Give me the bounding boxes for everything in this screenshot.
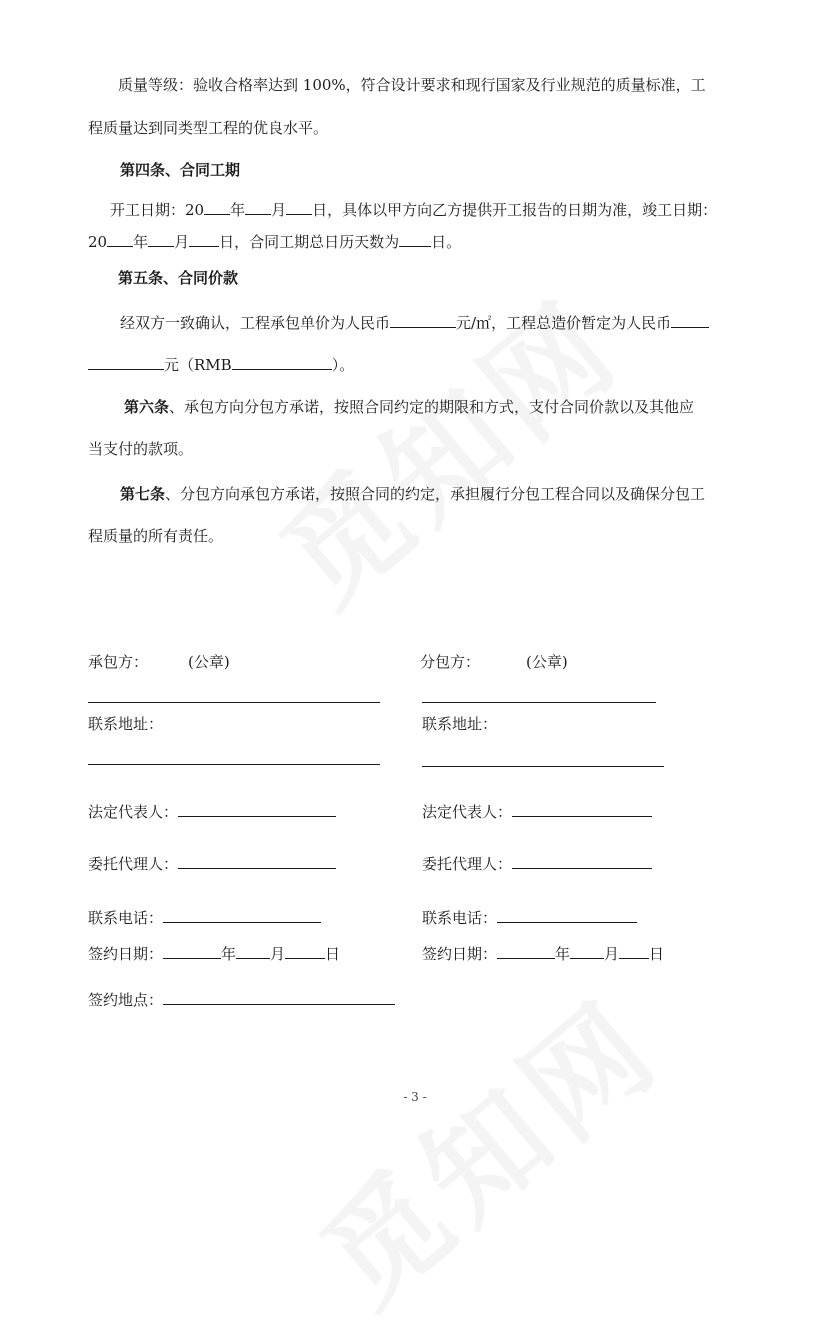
contractor-date [88, 942, 340, 964]
duration-text: 日，合同工期总日历天数为 [219, 233, 400, 251]
end-day-blank[interactable] [189, 230, 219, 247]
article-5-line-1 [120, 311, 709, 333]
total-price-blank-1[interactable] [671, 311, 709, 328]
agent-label: 委托代理人： [88, 855, 179, 873]
day-label: 日 [325, 945, 341, 963]
end-month-blank[interactable] [148, 230, 174, 247]
subcontractor-agent [422, 852, 652, 874]
end-date-prefix: 20 [88, 233, 108, 251]
start-year-blank[interactable] [204, 198, 230, 215]
contractor-phone-blank[interactable] [163, 906, 321, 923]
month-label: 月 [271, 201, 287, 219]
phone-label: 联系电话： [422, 909, 498, 927]
contractor-month-blank[interactable] [236, 942, 270, 959]
contractor-label: 承包方： [88, 653, 149, 671]
signing-place [88, 988, 395, 1010]
month-label: 月 [270, 945, 286, 963]
month-label: 月 [174, 233, 190, 251]
year-label: 年 [555, 945, 571, 963]
contractor-agent-blank[interactable] [178, 852, 336, 869]
start-date-label: 开工日期：20 [110, 201, 205, 219]
signing-place-blank[interactable] [163, 988, 395, 1005]
article-6-line-1 [124, 397, 694, 417]
legal-rep-label: 法定代表人： [88, 803, 179, 821]
article-4-text: 日，具体以甲方向乙方提供开工报告的日期为准，竣工日期： [312, 201, 718, 219]
subcontractor-date [422, 942, 664, 964]
subcontractor-agent-blank[interactable] [512, 852, 652, 869]
article-5-title: 第五条、合同价款 [118, 269, 239, 287]
contractor-line[interactable] [88, 702, 380, 703]
article-6-text: 、承包方向分包方承诺，按照合同约定的期限和方式，支付合同价款以及其他应 [169, 398, 695, 416]
phone-label: 联系电话： [88, 909, 164, 927]
year-label: 年 [230, 201, 246, 219]
end-year-blank[interactable] [107, 230, 133, 247]
total-price-blank-2[interactable] [88, 353, 164, 370]
subcontractor-day-blank[interactable] [619, 942, 649, 959]
article-6-title: 第六条 [124, 398, 170, 416]
subcontractor-year-blank[interactable] [497, 942, 555, 959]
rmb-label: 元（RMB [164, 356, 232, 374]
subcontractor-label: 分包方： [420, 653, 481, 671]
article-4-title: 第四条、合同工期 [120, 161, 241, 179]
contractor-legal-rep [88, 800, 336, 822]
day-label: 日 [649, 945, 665, 963]
article-7-line-1 [120, 484, 705, 504]
agent-label: 委托代理人： [422, 855, 513, 873]
contractor-day-blank[interactable] [285, 942, 325, 959]
subcontractor-phone-blank[interactable] [497, 906, 637, 923]
contractor-seal: (公章) [188, 653, 230, 671]
subcontractor-legal-rep-blank[interactable] [512, 800, 652, 817]
subcontractor-month-blank[interactable] [570, 942, 604, 959]
contractor-legal-rep-blank[interactable] [178, 800, 336, 817]
start-month-blank[interactable] [245, 198, 271, 215]
legal-rep-label: 法定代表人： [422, 803, 513, 821]
subcontractor-phone [422, 906, 637, 928]
unit-price-text: 经双方一致确认，工程承包单价为人民币 [120, 314, 391, 332]
article-4-line-2 [88, 230, 461, 252]
quality-line-2: 程质量达到同类型工程的优良水平。 [88, 119, 329, 137]
subcontractor-line[interactable] [422, 702, 656, 703]
year-label: 年 [221, 945, 237, 963]
article-7-title: 第七条 [120, 485, 166, 503]
contractor-address-label: 联系地址： [88, 715, 164, 733]
year-label: 年 [133, 233, 149, 251]
article-4-line-1 [110, 198, 717, 220]
place-label: 签约地点： [88, 991, 164, 1009]
contractor-address-line[interactable] [88, 764, 380, 765]
contractor-agent [88, 852, 336, 874]
watermark-bottom [280, 955, 689, 1337]
unit-price-blank[interactable] [390, 311, 456, 328]
total-days-blank[interactable] [399, 230, 431, 247]
subcontractor-legal-rep [422, 800, 652, 822]
contractor-phone [88, 906, 321, 928]
rmb-close: ）。 [331, 356, 355, 374]
article-7-line-2: 程质量的所有责任。 [88, 527, 224, 545]
rmb-blank[interactable] [232, 353, 332, 370]
contractor-year-blank[interactable] [163, 942, 221, 959]
month-label: 月 [604, 945, 620, 963]
days-end: 日。 [431, 233, 462, 251]
page-number: - 3 - [403, 1090, 427, 1104]
date-label: 签约日期： [422, 945, 498, 963]
date-label: 签约日期： [88, 945, 164, 963]
total-price-text: 元/㎡，工程总造价暂定为人民币 [456, 314, 672, 332]
subcontractor-address-label: 联系地址： [422, 715, 498, 733]
article-5-line-2 [88, 353, 354, 375]
quality-line-1: 质量等级：验收合格率达到 100%，符合设计要求和现行国家及行业规范的质量标准，工 [118, 76, 706, 94]
article-7-text: 、分包方向承包方承诺，按照合同的约定，承担履行分包工程合同以及确保分包工 [165, 485, 706, 503]
start-day-blank[interactable] [286, 198, 312, 215]
subcontractor-address-line[interactable] [422, 766, 664, 767]
article-6-line-2: 当支付的款项。 [88, 440, 194, 458]
subcontractor-seal: (公章) [526, 653, 568, 671]
